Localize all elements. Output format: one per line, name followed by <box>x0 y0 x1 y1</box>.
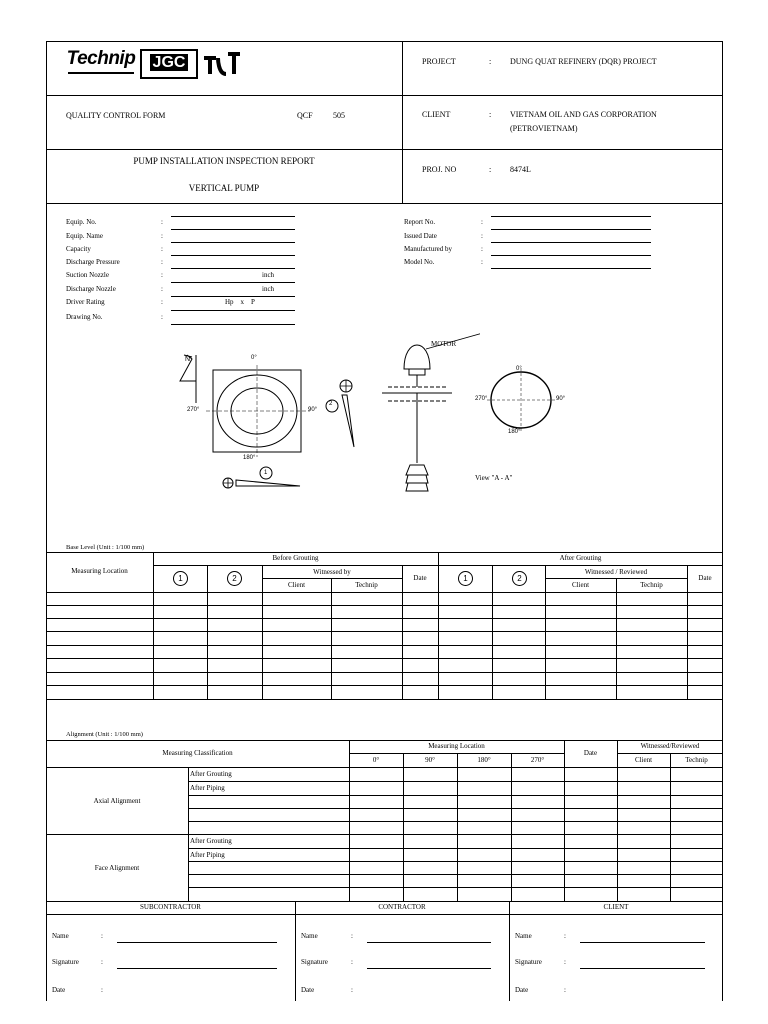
header-rule <box>46 95 723 96</box>
project-value: DUNG QUAT REFINERY (DQR) PROJECT <box>510 57 657 66</box>
projno-value: 8474L <box>510 165 531 174</box>
table-rule <box>188 767 189 901</box>
contractor-header: CONTRACTOR <box>378 903 426 911</box>
field-line[interactable] <box>491 255 651 256</box>
field-label: Drawing No. <box>66 313 103 321</box>
point-1-marker: 1 <box>173 571 188 586</box>
technip-header: Technip <box>355 581 378 589</box>
colon: : <box>481 258 483 266</box>
name-line[interactable] <box>580 942 705 943</box>
tct-logo <box>202 50 242 78</box>
axial-alignment-label: Axial Alignment <box>93 797 141 805</box>
field-line[interactable] <box>171 216 295 217</box>
date-label: Date <box>52 986 66 994</box>
client-header: CLIENT <box>603 903 629 911</box>
measuring-location-header: Measuring Location <box>71 567 128 575</box>
technip-header: Technip <box>685 756 708 764</box>
after-grouting-header: After Grouting <box>559 554 602 562</box>
jgc-logo: JGC <box>140 49 198 79</box>
table-rule <box>511 753 512 901</box>
table-rule <box>262 578 402 579</box>
base-level-title: Base Level (Unit : 1/100 mm) <box>66 544 145 551</box>
header-rule <box>46 149 723 150</box>
tool-number-1: 1 <box>264 470 268 476</box>
client-value: VIETNAM OIL AND GAS CORPORATION <box>510 110 657 119</box>
table-rule <box>46 552 723 553</box>
field-label: Discharge Nozzle <box>66 285 116 293</box>
witnessed-by-header: Witnessed by <box>313 568 351 576</box>
witnessed-reviewed-header: Witnessed / Reviewed <box>584 568 648 576</box>
table-rule <box>207 565 208 699</box>
colon: : <box>101 958 103 966</box>
field-line[interactable] <box>171 282 295 283</box>
deg-180-label: 180° <box>243 455 256 461</box>
view-deg-0: 0° <box>516 366 522 372</box>
field-label: Issued Date <box>404 232 437 240</box>
table-rule <box>438 552 439 699</box>
table-rule <box>188 887 723 888</box>
field-line[interactable] <box>171 242 295 243</box>
table-rule <box>403 753 404 901</box>
field-label: Manufactured by <box>404 245 453 253</box>
alignment-title: Alignment (Unit : 1/100 mm) <box>66 731 143 738</box>
point-2-marker: 2 <box>227 571 242 586</box>
deg-0-header: 0° <box>372 756 380 764</box>
vertical-pump-diagram <box>380 325 480 495</box>
view-deg-180: 180° <box>508 429 521 435</box>
colon: : <box>161 218 163 226</box>
deg-270-header: 270° <box>530 756 545 764</box>
table-rule <box>402 565 403 699</box>
field-label: Capacity <box>66 245 91 253</box>
table-rule <box>46 740 723 741</box>
table-rule <box>295 901 296 1001</box>
field-line[interactable] <box>171 255 295 256</box>
motor-label: MOTOR <box>431 340 457 348</box>
technip-header: Technip <box>640 581 663 589</box>
after-grouting-label: After Grouting <box>190 837 232 845</box>
table-rule <box>188 795 723 796</box>
table-rule <box>46 914 723 915</box>
colon: : <box>564 932 566 940</box>
field-label: Driver Rating <box>66 298 105 306</box>
field-label: Report No. <box>404 218 436 226</box>
field-line[interactable] <box>491 268 651 269</box>
field-line[interactable] <box>171 324 295 325</box>
table-rule <box>46 901 723 902</box>
view-deg-90: 90° <box>556 396 566 402</box>
qcf-value: 505 <box>333 111 345 120</box>
client-header: Client <box>287 581 306 589</box>
colon: : <box>161 245 163 253</box>
table-rule <box>46 592 723 593</box>
colon: : <box>481 245 483 253</box>
point-1-marker: 1 <box>458 571 473 586</box>
unit-inch: inch <box>262 285 275 293</box>
table-rule <box>46 699 723 700</box>
face-alignment-label: Face Alignment <box>94 864 140 872</box>
table-rule <box>188 821 723 822</box>
colon: : <box>351 986 353 994</box>
field-line[interactable] <box>491 242 651 243</box>
field-line[interactable] <box>491 216 651 217</box>
table-rule <box>188 848 723 849</box>
table-rule <box>46 605 723 606</box>
after-piping-label: After Piping <box>190 784 225 792</box>
client-value-2: (PETROVIETNAM) <box>510 124 578 133</box>
report-title: PUMP INSTALLATION INSPECTION REPORT <box>133 156 315 166</box>
after-grouting-label: After Grouting <box>190 770 232 778</box>
colon: : <box>489 165 492 174</box>
view-label: View "A - A" <box>475 474 513 482</box>
table-rule <box>457 753 458 901</box>
location-header: Measuring Location <box>428 742 485 750</box>
witnessed-header: Witnessed/Reviewed <box>640 742 700 750</box>
point-2-marker: 2 <box>512 571 527 586</box>
field-label: Suction Nozzle <box>66 271 109 279</box>
colon: : <box>564 986 566 994</box>
table-rule <box>188 808 723 809</box>
table-rule <box>492 565 493 699</box>
deg-90-header: 90° <box>425 756 435 764</box>
client-label: CLIENT <box>422 110 451 119</box>
name-line[interactable] <box>117 942 277 943</box>
view-a-diagram <box>485 368 565 438</box>
table-rule <box>687 565 688 699</box>
signature-label: Signature <box>52 958 79 966</box>
colon: : <box>351 958 353 966</box>
deg-90-label: 90° <box>308 407 318 413</box>
field-line[interactable] <box>171 268 295 269</box>
signature-line[interactable] <box>117 968 277 969</box>
client-header: Client <box>634 756 653 764</box>
deg-0-label: 0° <box>251 355 257 361</box>
table-rule <box>153 552 154 699</box>
header-divider <box>402 41 403 203</box>
table-rule <box>46 672 723 673</box>
colon: : <box>351 932 353 940</box>
deg-180-header: 180° <box>477 756 491 764</box>
after-piping-label: After Piping <box>190 851 225 859</box>
colon: : <box>481 232 483 240</box>
field-label: Equip. No. <box>66 218 97 226</box>
table-rule <box>46 658 723 659</box>
colon: : <box>161 285 163 293</box>
table-rule <box>188 874 723 875</box>
colon: : <box>101 986 103 994</box>
field-line[interactable] <box>171 310 295 311</box>
client-header: Client <box>571 581 590 589</box>
colon: : <box>161 258 163 266</box>
unit-hp: Hp x P <box>225 298 255 306</box>
colon: : <box>481 218 483 226</box>
field-label: Equip. Name <box>66 232 103 240</box>
technip-logo: Technip <box>66 48 136 76</box>
date-header: Date <box>583 749 598 757</box>
signature-line[interactable] <box>580 968 705 969</box>
project-label: PROJECT <box>422 57 456 66</box>
signature-label: Signature <box>301 958 328 966</box>
table-rule <box>670 753 671 901</box>
table-rule <box>509 901 510 1001</box>
date-label: Date <box>515 986 529 994</box>
table-rule <box>331 578 332 699</box>
signature-label: Signature <box>515 958 542 966</box>
colon: : <box>564 958 566 966</box>
colon: : <box>161 271 163 279</box>
table-rule <box>46 834 723 835</box>
classification-header: Measuring Classification <box>162 749 233 757</box>
field-line[interactable] <box>171 229 295 230</box>
unit-inch: inch <box>262 271 275 279</box>
date-header: Date <box>413 574 427 582</box>
form-label: QUALITY CONTROL FORM <box>66 111 166 120</box>
table-rule <box>616 578 617 699</box>
field-label: Model No. <box>404 258 435 266</box>
qcf-label: QCF <box>297 111 313 120</box>
signature-line[interactable] <box>367 968 491 969</box>
name-label: Name <box>301 932 318 940</box>
colon: : <box>161 232 163 240</box>
field-label: Discharge Pressure <box>66 258 120 266</box>
table-rule <box>564 740 565 901</box>
view-deg-270: 270° <box>475 396 488 402</box>
base-plate-diagram <box>170 345 370 495</box>
colon: : <box>161 313 163 321</box>
colon: : <box>489 57 492 66</box>
name-label: Name <box>515 932 532 940</box>
table-rule <box>188 861 723 862</box>
projno-label: PROJ. NO <box>422 165 457 174</box>
colon: : <box>161 298 163 306</box>
date-header: Date <box>698 574 712 582</box>
before-grouting-header: Before Grouting <box>272 554 319 562</box>
report-subtitle: VERTICAL PUMP <box>188 183 260 193</box>
table-rule <box>46 631 723 632</box>
table-rule <box>46 767 723 768</box>
field-line[interactable] <box>171 296 295 297</box>
tool-number-2: 2 <box>329 401 333 407</box>
table-rule <box>46 618 723 619</box>
field-line[interactable] <box>491 229 651 230</box>
header-rule <box>46 203 723 204</box>
table-rule <box>188 781 723 782</box>
colon: : <box>489 110 492 119</box>
deg-270-label: 270° <box>187 407 200 413</box>
table-rule <box>46 685 723 686</box>
subcontractor-header: SUBCONTRACTOR <box>140 903 201 911</box>
table-rule <box>46 645 723 646</box>
name-line[interactable] <box>367 942 491 943</box>
name-label: Name <box>52 932 69 940</box>
north-label: N <box>185 356 191 363</box>
colon: : <box>101 932 103 940</box>
date-label: Date <box>301 986 315 994</box>
